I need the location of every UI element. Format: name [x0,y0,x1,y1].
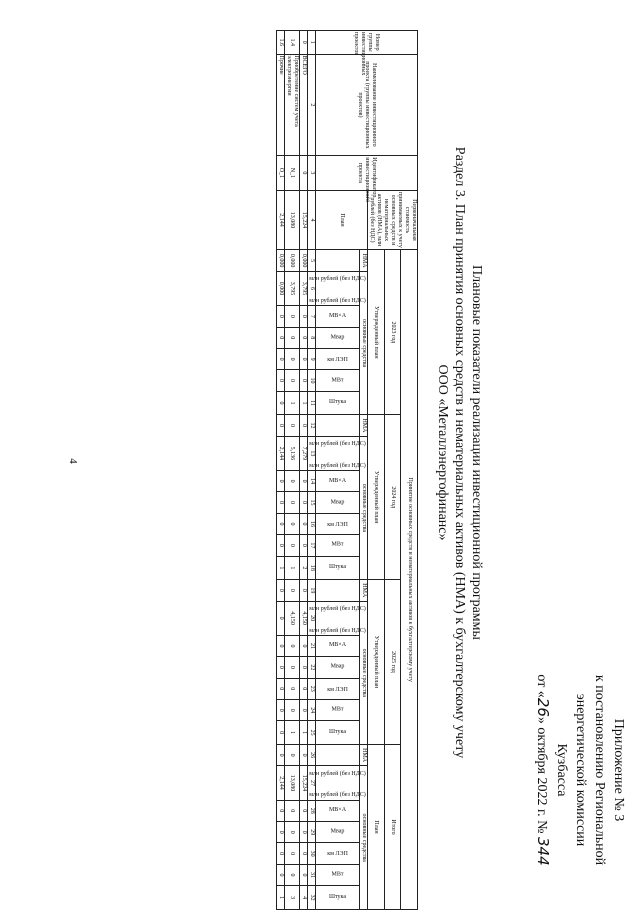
header-nma: НМА [360,580,368,601]
table-cell: 0,000 [277,250,285,271]
table-cell: N_1 [285,156,300,190]
table-cell: 0 [300,415,308,436]
table-cell: 0 [300,492,308,513]
table-cell: 0 [285,492,300,513]
appendix-date: от «26» октября 2022 г. № 344 [534,674,552,866]
table-cell: 0 [300,535,308,556]
appendix-block [532,655,628,885]
column-number: 16 [308,513,316,534]
table-cell: 13,080 [285,766,300,800]
column-number: 30 [308,843,316,864]
column-number: 26 [308,744,316,765]
table-cell: 0 [285,348,300,369]
table-cell: 1 [300,721,308,745]
table-cell: 0 [285,822,300,843]
table-cell: 0 [300,744,308,765]
title-1: Плановые показатели реализации инвестиционной программы [469,265,484,640]
table-cell: 0 [300,635,308,656]
unit-header: км ЛЭП [316,678,360,699]
table-cell: 0 [277,678,285,699]
column-number: 24 [308,699,316,720]
table-cell: 0 [285,580,300,601]
column-number: 2 [308,54,316,156]
table-cell: 4,150 [300,601,308,635]
column-number: 19 [308,580,316,601]
table-cell: 4 [300,886,308,910]
header-acceptance: Принятие основных средств и нематериальных активов к бухгалтерскому учету [401,250,418,910]
table-cell: 0 [285,635,300,656]
unit-header: МВт [316,864,360,885]
table-cell: 0 [300,513,308,534]
column-number: 6 [308,271,316,305]
column-number: 21 [308,635,316,656]
document-titles [434,0,485,905]
unit-header: Мвар [316,822,360,843]
table-cell: 0 [277,370,285,391]
column-number: 9 [308,348,316,369]
unit-header: млн рублей (без НДС) [316,601,360,635]
header-total: Итого [384,744,401,909]
unit-header: Штука [316,886,360,910]
header-year-2023: 2023 год [384,250,401,415]
column-number: 29 [308,822,316,843]
table-cell: 0 [277,744,285,765]
table-cell: 0 [300,657,308,678]
table-cell: 0 [300,843,308,864]
table-cell: 0 [300,800,308,821]
table-cell: Приобретение систем учета электроэнергии [285,54,300,156]
table-cell: 0 [285,699,300,720]
header-group-number: Номер группы инвестиционных проектов [316,31,418,55]
title-2: Раздел 3. План принятия основных средств и нематериальных активов (НМА) к бухгалтерскому учету [452,146,467,759]
table-cell: 13,080 [285,190,300,250]
appendix-line-1: Приложение № 3 [611,718,626,822]
page-number: 4 [66,458,79,464]
header-nma: НМА [360,744,368,765]
column-number: 1 [308,31,316,55]
table-cell: 4,150 [285,601,300,635]
title-3: ООО «Металлэнергофинанс» [435,364,450,541]
table-cell: 0 [285,470,300,491]
column-number: 18 [308,556,316,580]
table-cell: 0 [277,601,285,635]
unit-header: МВ×А [316,635,360,656]
table-cell: 0 [277,391,285,415]
table-cell: 0 [300,370,308,391]
table-cell: 0 [285,657,300,678]
table-cell: 0 [277,843,285,864]
column-number: 14 [308,470,316,491]
appendix-line-4: Кузбасса [554,743,569,797]
table-cell: 1 [300,391,308,415]
unit-header: млн рублей (без НДС) [316,271,360,305]
table-cell: 0 [285,513,300,534]
header-approved-2023: Утвержденный план [368,250,385,415]
table-cell: 0 [300,327,308,348]
column-number: 13 [308,436,316,470]
header-nma: НМА [360,415,368,436]
unit-header: млн рублей (без НДС) [316,250,360,271]
table-cell: 0 [300,470,308,491]
column-number: 27 [308,766,316,800]
column-number: 12 [308,415,316,436]
table-cell: 0 [277,306,285,327]
table-cell: 0 [277,580,285,601]
table-cell: 0,000 [300,250,308,271]
table-cell: 0 [285,306,300,327]
table-cell: 1 [285,391,300,415]
table-cell: 0 [300,306,308,327]
table-cell: 0 [285,327,300,348]
header-plan-total: План [368,744,385,909]
column-number: 11 [308,391,316,415]
table-cell: 15,224 [300,766,308,800]
unit-header: км ЛЭП [316,843,360,864]
unit-header: млн рублей (без НДС) [316,436,360,470]
header-fixed-assets: основные средства [360,271,368,414]
table-cell: 1 [285,556,300,580]
column-number: 10 [308,370,316,391]
header-plan: План [316,190,368,250]
column-number: 5 [308,250,316,271]
column-number: 15 [308,492,316,513]
table-row [277,31,285,910]
unit-header: км ЛЭП [316,348,360,369]
investment-table [276,30,418,910]
table-cell: 2,144 [277,436,285,470]
appendix-line-3: энергетической комиссии [573,693,588,847]
table-cell: 1 [277,556,285,580]
unit-header: млн рублей (без НДС) [316,744,360,765]
unit-header: Мвар [316,657,360,678]
header-nma: НМА [360,250,368,271]
unit-header: млн рублей (без НДС) [316,766,360,800]
table-cell: 0 [277,348,285,369]
column-number: 23 [308,678,316,699]
unit-header: МВ×А [316,470,360,491]
table-cell: 0 [300,864,308,885]
table-cell: 0 [277,699,285,720]
table-cell: 5,136 [285,436,300,470]
table-cell: 0 [285,370,300,391]
table-cell: O_1 [277,156,285,190]
table-cell: 2,144 [277,766,285,800]
table-cell: 0 [285,800,300,821]
table-cell: 0 [300,31,308,55]
header-fixed-assets: основные средства [360,766,368,910]
table-cell: 0 [300,348,308,369]
unit-header: МВ×А [316,800,360,821]
table-cell: Прочие [277,54,285,156]
table-cell: 0 [285,678,300,699]
table-cell: 0 [277,822,285,843]
handwritten-day: 26 [534,697,552,717]
column-number: 25 [308,721,316,745]
table-cell: 1.4 [285,31,300,55]
table-cell: 0 [285,843,300,864]
table-cell: 2 [300,556,308,580]
unit-header: МВ×А [316,306,360,327]
table-cell: 0 [277,864,285,885]
table-cell: 1.6 [277,31,285,55]
header-year-2025: 2025 год [384,580,401,745]
table-cell: 0,000 [285,250,300,271]
header-fixed-assets: основные средства [360,436,368,579]
table-cell: 3,795 [285,271,300,305]
table-cell: 0 [300,822,308,843]
table-cell: 0,000 [277,271,285,305]
table-cell: 0 [277,657,285,678]
column-number: 17 [308,535,316,556]
table-cell: 0 [277,635,285,656]
appendix-line-2: к постановлению Региональной [592,674,607,866]
header-initial-cost: Первоначальная стоимость принимаемых к учету основных средств и нематериальных активов (НМА), млн рублей (без НДС) [368,190,418,250]
table-cell: 0 [277,721,285,745]
table-cell: 15,224 [300,190,308,250]
handwritten-number: 344 [534,836,552,866]
table-cell: 2,144 [277,190,285,250]
header-year-2024: 2024 год [384,415,401,580]
column-number: 3 [308,156,316,190]
column-number: 7 [308,306,316,327]
table-cell: 0 [300,580,308,601]
table-cell: 3,795 [300,271,308,305]
table-cell: 0 [277,535,285,556]
unit-header: млн рублей (без НДС) [316,415,360,436]
table-cell: 7,279 [300,436,308,470]
table-cell: 0 [300,678,308,699]
table-cell: 1 [285,721,300,745]
unit-header: Штука [316,721,360,745]
table-cell: 0 [277,800,285,821]
column-number: 31 [308,864,316,885]
table-cell: 0 [285,535,300,556]
table-cell: 0 [285,864,300,885]
table-cell: ВСЕГО [300,54,308,156]
unit-header: млн рублей (без НДС) [316,580,360,601]
table-cell: 0 [277,513,285,534]
unit-header: Штука [316,556,360,580]
table-cell: 3 [285,886,300,910]
header-approved-2025: Утвержденный план [368,580,385,745]
header-approved-2024: Утвержденный план [368,415,385,580]
column-number: 4 [308,190,316,250]
column-number: 20 [308,601,316,635]
unit-header: Штука [316,391,360,415]
unit-header: МВт [316,535,360,556]
table-cell: 1 [277,886,285,910]
column-number: 28 [308,800,316,821]
table-cell: 0 [277,470,285,491]
table-cell: 0 [285,744,300,765]
column-number: 22 [308,657,316,678]
header-fixed-assets: основные средства [360,601,368,744]
unit-header: МВт [316,699,360,720]
table-row [300,31,308,910]
table-cell: 0 [300,156,308,190]
table-cell: 0 [300,699,308,720]
table-cell: 0 [277,492,285,513]
table-row [285,31,300,910]
unit-header: км ЛЭП [316,513,360,534]
table-cell: 0 [277,415,285,436]
unit-header: МВт [316,370,360,391]
unit-header: Мвар [316,492,360,513]
column-number: 8 [308,327,316,348]
table-cell: 0 [285,415,300,436]
unit-header: Мвар [316,327,360,348]
column-number: 32 [308,886,316,910]
header-project-name: Наименование инвестиционного проекта (группы инвестиционных проектов) [316,54,418,156]
table-cell: 0 [277,327,285,348]
header-project-id: Идентификатор инвестиционного проекта [316,156,418,190]
